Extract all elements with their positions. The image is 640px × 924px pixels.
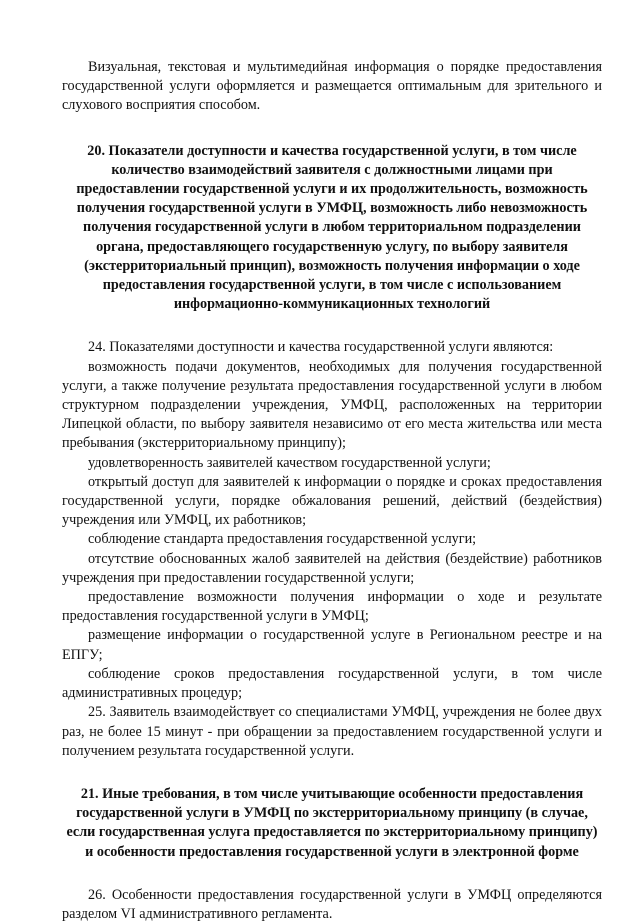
list-item: возможность подачи документов, необходимых для получения государственной услуги, а также получение результата предоставления государственной услуги в любом структурном подразделении учреждения, УМФЦ, расположенных на территории Липецкой области, по выбору заявителя независимо от его места жительства или места пребывания (экстерриториальному принципу); bbox=[62, 358, 602, 452]
section-21-heading: 21. Иные требования, в том числе учитывающие особенности предоставления государственной услуги в УМФЦ по экстерриториальному принципу (в случае, если государственная услуга предоставляется по экстерриториальному принципу) и особенности предоставления государственной услуги в электронной форме bbox=[66, 785, 598, 860]
list-item: удовлетворенность заявителей качеством государственной услуги; bbox=[88, 454, 491, 471]
paragraph-26: 26. Особенности предоставления государственной услуги в УМФЦ определяются разделом VI административного регламента. bbox=[62, 886, 602, 922]
section-20-heading: 20. Показатели доступности и качества государственной услуги, в том числе количество взаимодействий заявителя с должностными лицами при предоставлении государственной услуги и их продолжительность, возможность получения государственной услуги в УМФЦ, возможность либо невозможность получения государственной услуги в любом территориальном подразделении органа, предоставляющего государственную услугу, по выбору заявителя (экстерриториальный принцип), возможность получения информации о ходе предоставления государственной услуги, в том числе с использованием информационно-коммуникационных технологий bbox=[76, 142, 588, 313]
list-item: отсутствие обоснованных жалоб заявителей на действия (бездействие) работников учреждения при предоставлении государственной услуги; bbox=[62, 550, 602, 586]
list-item: соблюдение стандарта предоставления государственной услуги; bbox=[88, 531, 477, 548]
intro-paragraph: Визуальная, текстовая и мультимедийная информация о порядке предоставления государственной услуги оформляется и размещается оптимальным для зрительного и слухового восприятия способом. bbox=[62, 59, 602, 114]
list-item: соблюдение сроков предоставления государственной услуги, в том числе административных процедур; bbox=[62, 665, 602, 702]
paragraph-24: 24. Показателями доступности и качества государственной услуги являются: bbox=[88, 339, 554, 356]
paragraph-25: 25. Заявитель взаимодействует со специалистами УМФЦ, учреждения не более двух раз, не более 15 минут - при обращении за предоставлением государственной услуги и получением результата государственной услуги. bbox=[62, 704, 602, 759]
list-item: предоставление возможности получения информации о ходе и результате предоставления государственной услуги в УМФЦ; bbox=[62, 589, 602, 625]
list-item: размещение информации о государственной услуге в Региональном реестре и на ЕПГУ; bbox=[62, 627, 602, 663]
list-item: открытый доступ для заявителей к информации о порядке и сроках предоставления государственной услуги, порядке обжалования решений, действий (бездействия) учреждения или УМФЦ, их работников; bbox=[62, 473, 602, 529]
